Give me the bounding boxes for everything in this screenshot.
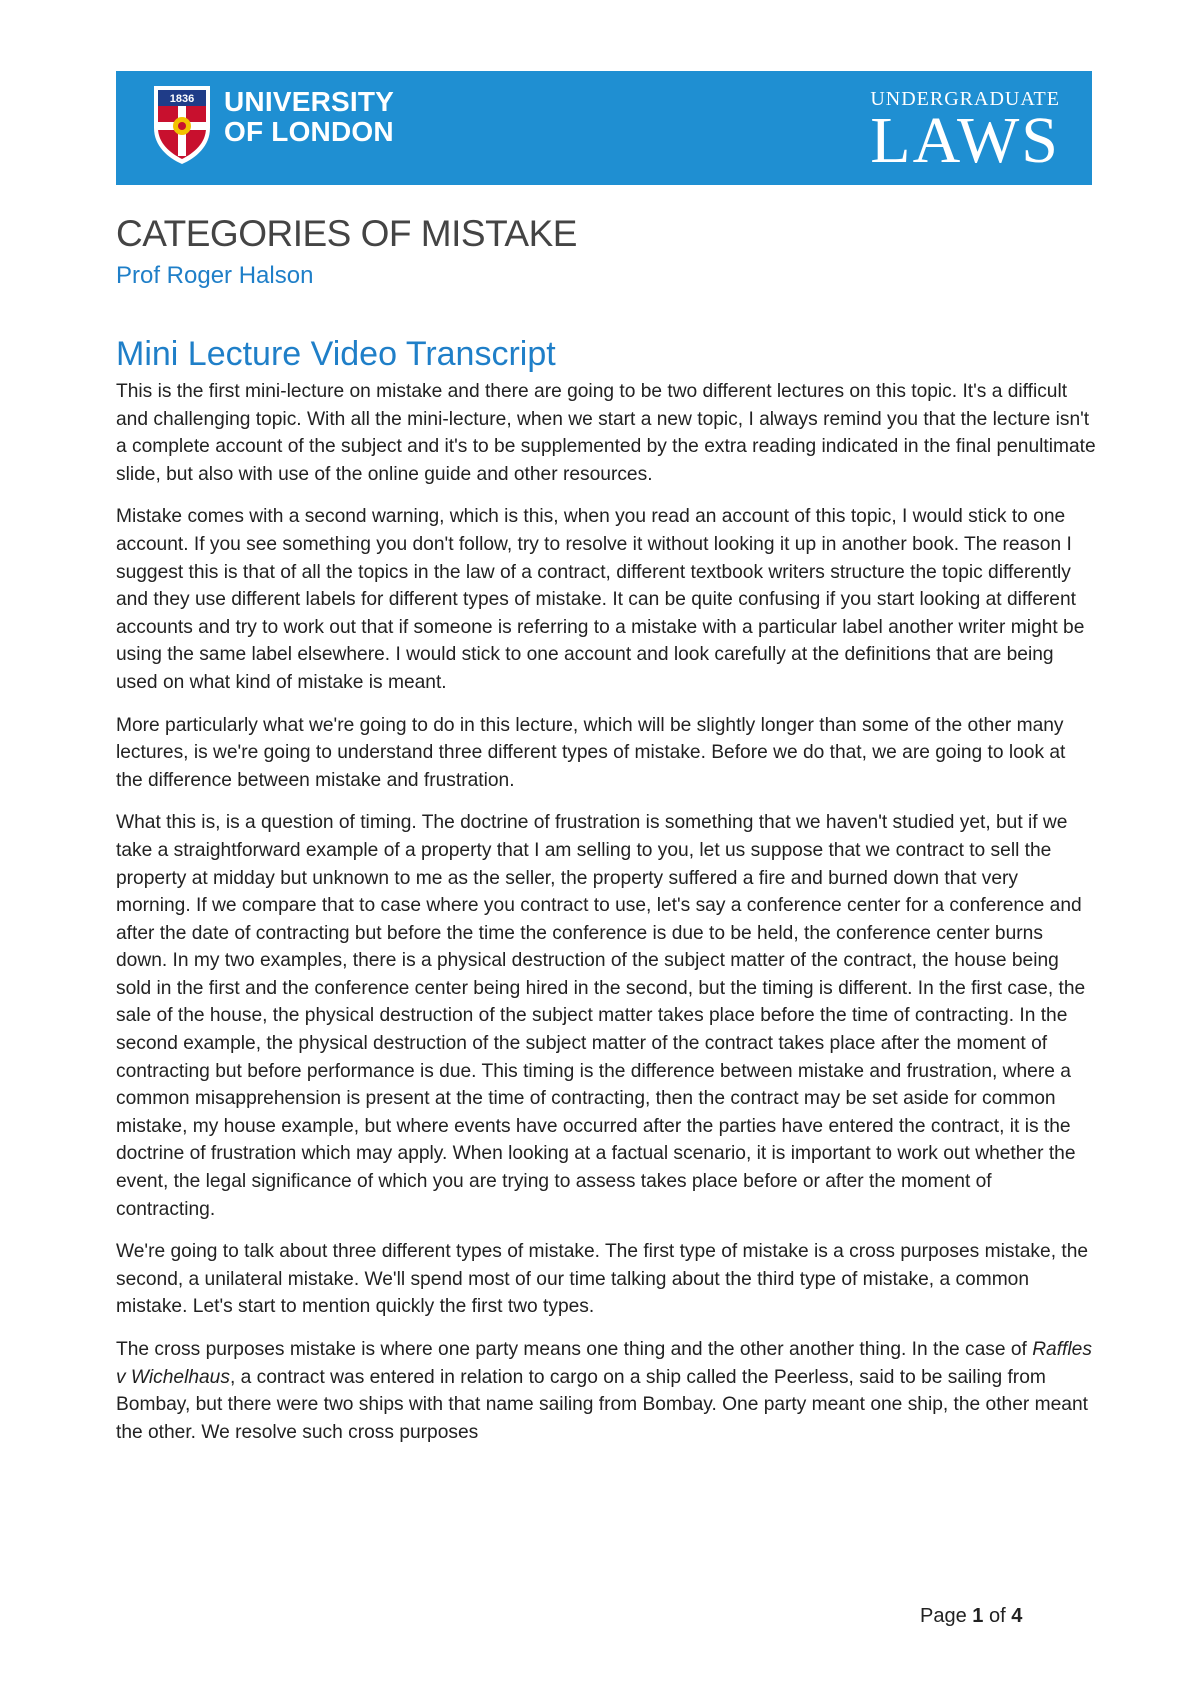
paragraph-5: We're going to talk about three different types of mistake. The first type of mistake is a cross purposes mistake, the second, a unilateral mistake. We'll spend most of our time talking about the third type of mistake, a common mistake. Let's start to mention quickly the first two types. <box>116 1241 1089 1318</box>
page-number <box>920 1605 1022 1628</box>
case-name: Raffles v Wichelhaus <box>116 1339 1092 1388</box>
university-crest-icon <box>150 82 214 166</box>
paragraph-4: What this is, is a question of timing. The doctrine of frustration is something that we haven't studied yet, but if we take a straightforward example of a property that I am selling to you, let us suppose that we contract to sell the property at midday but unknown to me as the seller, the property suffered a fire and burned down that very morning. If we compare that to case where you contract to use, let's say a conference center for a conference and after the date of contracting but before the time the conference is due to be held, the conference center burns down. In my two examples, there is a physical destruction of the subject matter of the contract, the house being sold in the first and the conference center being hired in the second, but the timing is different. In the first case, the sale of the house, the physical destruction of the subject matter takes place before the time of contracting. In the second example, the physical destruction of the subject matter of the contract takes place after the moment of contracting but before performance is due. This timing is the difference between mistake and frustration, where a common misapprehension is present at the time of contracting, then the contract may be set aside for common mistake, my house example, but where events have occurred after the parties have entered the contract, it is the doctrine of frustration which may apply. When looking at a factual scenario, it is important to work out whether the event, the legal significance of which you are trying to assess takes place before or after the moment of contracting. <box>116 812 1086 1220</box>
paragraph-1: This is the first mini-lecture on mistake and there are going to be two different lectures on this topic. It's a difficult and challenging topic. With all the mini-lecture, when we start a new topic, I always remind you that the lecture isn't a complete account of the subject and it's to be supplemented by the extra reading indicated in the final penultimate slide, but also with use of the online guide and other resources. <box>116 381 1096 485</box>
current-page: 1 <box>972 1605 984 1627</box>
paragraph-2: Mistake comes with a second warning, which is this, when you read an account of this topic, I would stick to one account. If you see something you don't follow, try to resolve it without looking it up in another book. The reason I suggest this is that of all the topics in the law of a contract, different textbook writers structure the topic differently and they use different labels for different types of mistake. It can be quite confusing if you start looking at different accounts and try to work out that if someone is referring to a mistake with a particular label another writer might be using the same label elsewhere. I would stick to one account and look carefully at the definitions that are being used on what kind of mistake is meant. <box>116 506 1085 693</box>
paragraph-3: More particularly what we're going to do in this lecture, which will be slightly longer than some of the other many lectures, is we're going to understand three different types of mistake. Before we do that, we are going to look at the difference between mistake and frustration. <box>116 714 1066 791</box>
total-pages: 4 <box>1011 1605 1023 1627</box>
paragraph-6-text-start: The cross purposes mistake is where one party means one thing and the other another thing. In the case of <box>116 1339 1033 1360</box>
programme-subtitle: UNDERGRADUATE <box>870 88 1060 110</box>
document-author: Prof Roger Halson <box>116 262 314 289</box>
university-name-line-2: OF LONDON <box>224 116 394 147</box>
programme-title: LAWS <box>870 104 1060 177</box>
transcript-body <box>116 378 1096 1461</box>
university-name <box>224 87 394 147</box>
header-banner <box>116 71 1092 185</box>
document-title: CATEGORIES OF MISTAKE <box>116 213 577 254</box>
paragraph-6 <box>116 1336 1096 1446</box>
of-label: of <box>988 1605 1006 1627</box>
paragraph-6-text-end: , a contract was entered in relation to cargo on a ship called the Peerless, said to be sailing from Bombay, but there were two ships with that name sailing from Bombay. One party meant one ship, the other meant the other. We resolve such cross purposes <box>116 1366 1088 1443</box>
section-heading: Mini Lecture Video Transcript <box>116 335 556 373</box>
page-label: Page <box>920 1605 967 1627</box>
university-name-line-1: UNIVERSITY <box>224 86 395 117</box>
crest-year: 1836 <box>169 93 195 105</box>
